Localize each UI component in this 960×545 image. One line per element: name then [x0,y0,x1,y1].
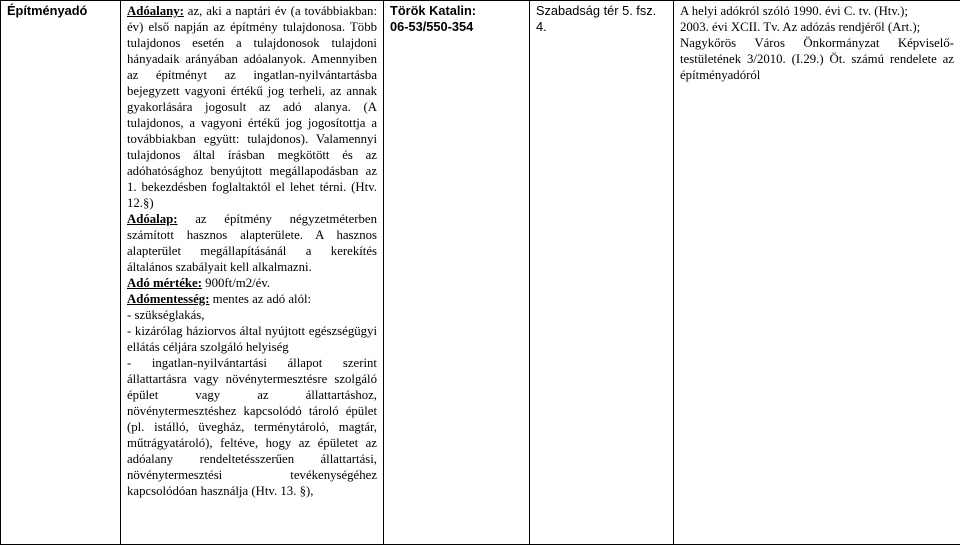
tax-base-label: Adóalap: [127,212,178,226]
exemption-item: - szükséglakás, [127,308,205,322]
legal-ref-htv: A helyi adókról szóló 1990. évi C. tv. (Htv.); [680,4,908,18]
exemption-text: mentes az adó alól: [209,292,312,306]
contact-phone: 06-53/550-354 [390,19,474,34]
tax-base-text: az építmény négyzetméterben számított hasznos alapterülete. A hasznos alapterület megállapításánál a kerekítés általános szabályait kell alkalmazni. [127,212,377,274]
legal-ref-decree: Nagykőrös Város Önkormányzat Képviselő-testületének 3/2010. (I.29.) Öt. számú rendelete az építményadóról [680,36,954,82]
tax-base-paragraph [127,211,377,275]
contact-cell [384,1,530,545]
legal-ref-art: 2003. évi XCII. Tv. Az adózás rendjéről (Art.); [680,20,921,34]
tax-name-cell [1,1,121,545]
address-cell [530,1,674,545]
office-address: Szabadság tér 5. fsz. 4. [536,3,657,34]
taxpayer-label: Adóalany: [127,4,184,18]
table-row [1,1,960,545]
contact-name: Török Katalin: [390,3,477,18]
tax-rate-label: Adó mértéke: [127,276,202,290]
exemption-item: - ingatlan-nyilvántartási állapot szerint állattartásra vagy növénytermesztésre szolgáló épület vagy az állattartáshoz, növénytermesztéshez kapcsolódó tároló épület (pl. istálló, üvegház, terménytároló, magtár, műtrágyatároló), feltéve, hogy az épületet az adóalany rendeltetésszerűen állattartási, növénytermesztési tevékenységéhez kapcsolódóan használja (Htv. 13. §), [127,356,377,498]
tax-name: Építményadó [7,3,88,18]
exemption-item: - kizárólag háziorvos által nyújtott egészségügyi ellátás céljára szolgáló helyiség [127,324,377,354]
tax-rate-paragraph [127,275,377,291]
tax-description-cell [121,1,384,545]
tax-rate-text: 900ft/m2/év. [201,276,271,290]
taxpayer-paragraph [127,3,377,211]
taxpayer-text: az, aki a naptári év (a továbbiakban: év) első napján az építmény tulajdonosa. Több tulajdonos esetén a tulajdonosok tulajdoni hányadaik arányában adóalanyok. Amennyiben az építményt az ingatlan-nyilvántartásba bejegyzett vagyoni értékű jog terheli, az annak gyakorlására jogosult az adó alanya. (A tulajdonos, a vagyoni értékű jog jogosítottja a továbbiakban együtt: tulajdonos). Valamennyi tulajdonos által írásban megkötött és az adóhatósághoz benyújtott megállapodásban az 1. bekezdésben foglaltaktól el lehet térni. (Htv. 12.§) [127,4,377,210]
exemption-paragraph [127,291,377,307]
legal-refs-cell [674,1,960,545]
exemption-label: Adómentesség: [127,292,210,306]
